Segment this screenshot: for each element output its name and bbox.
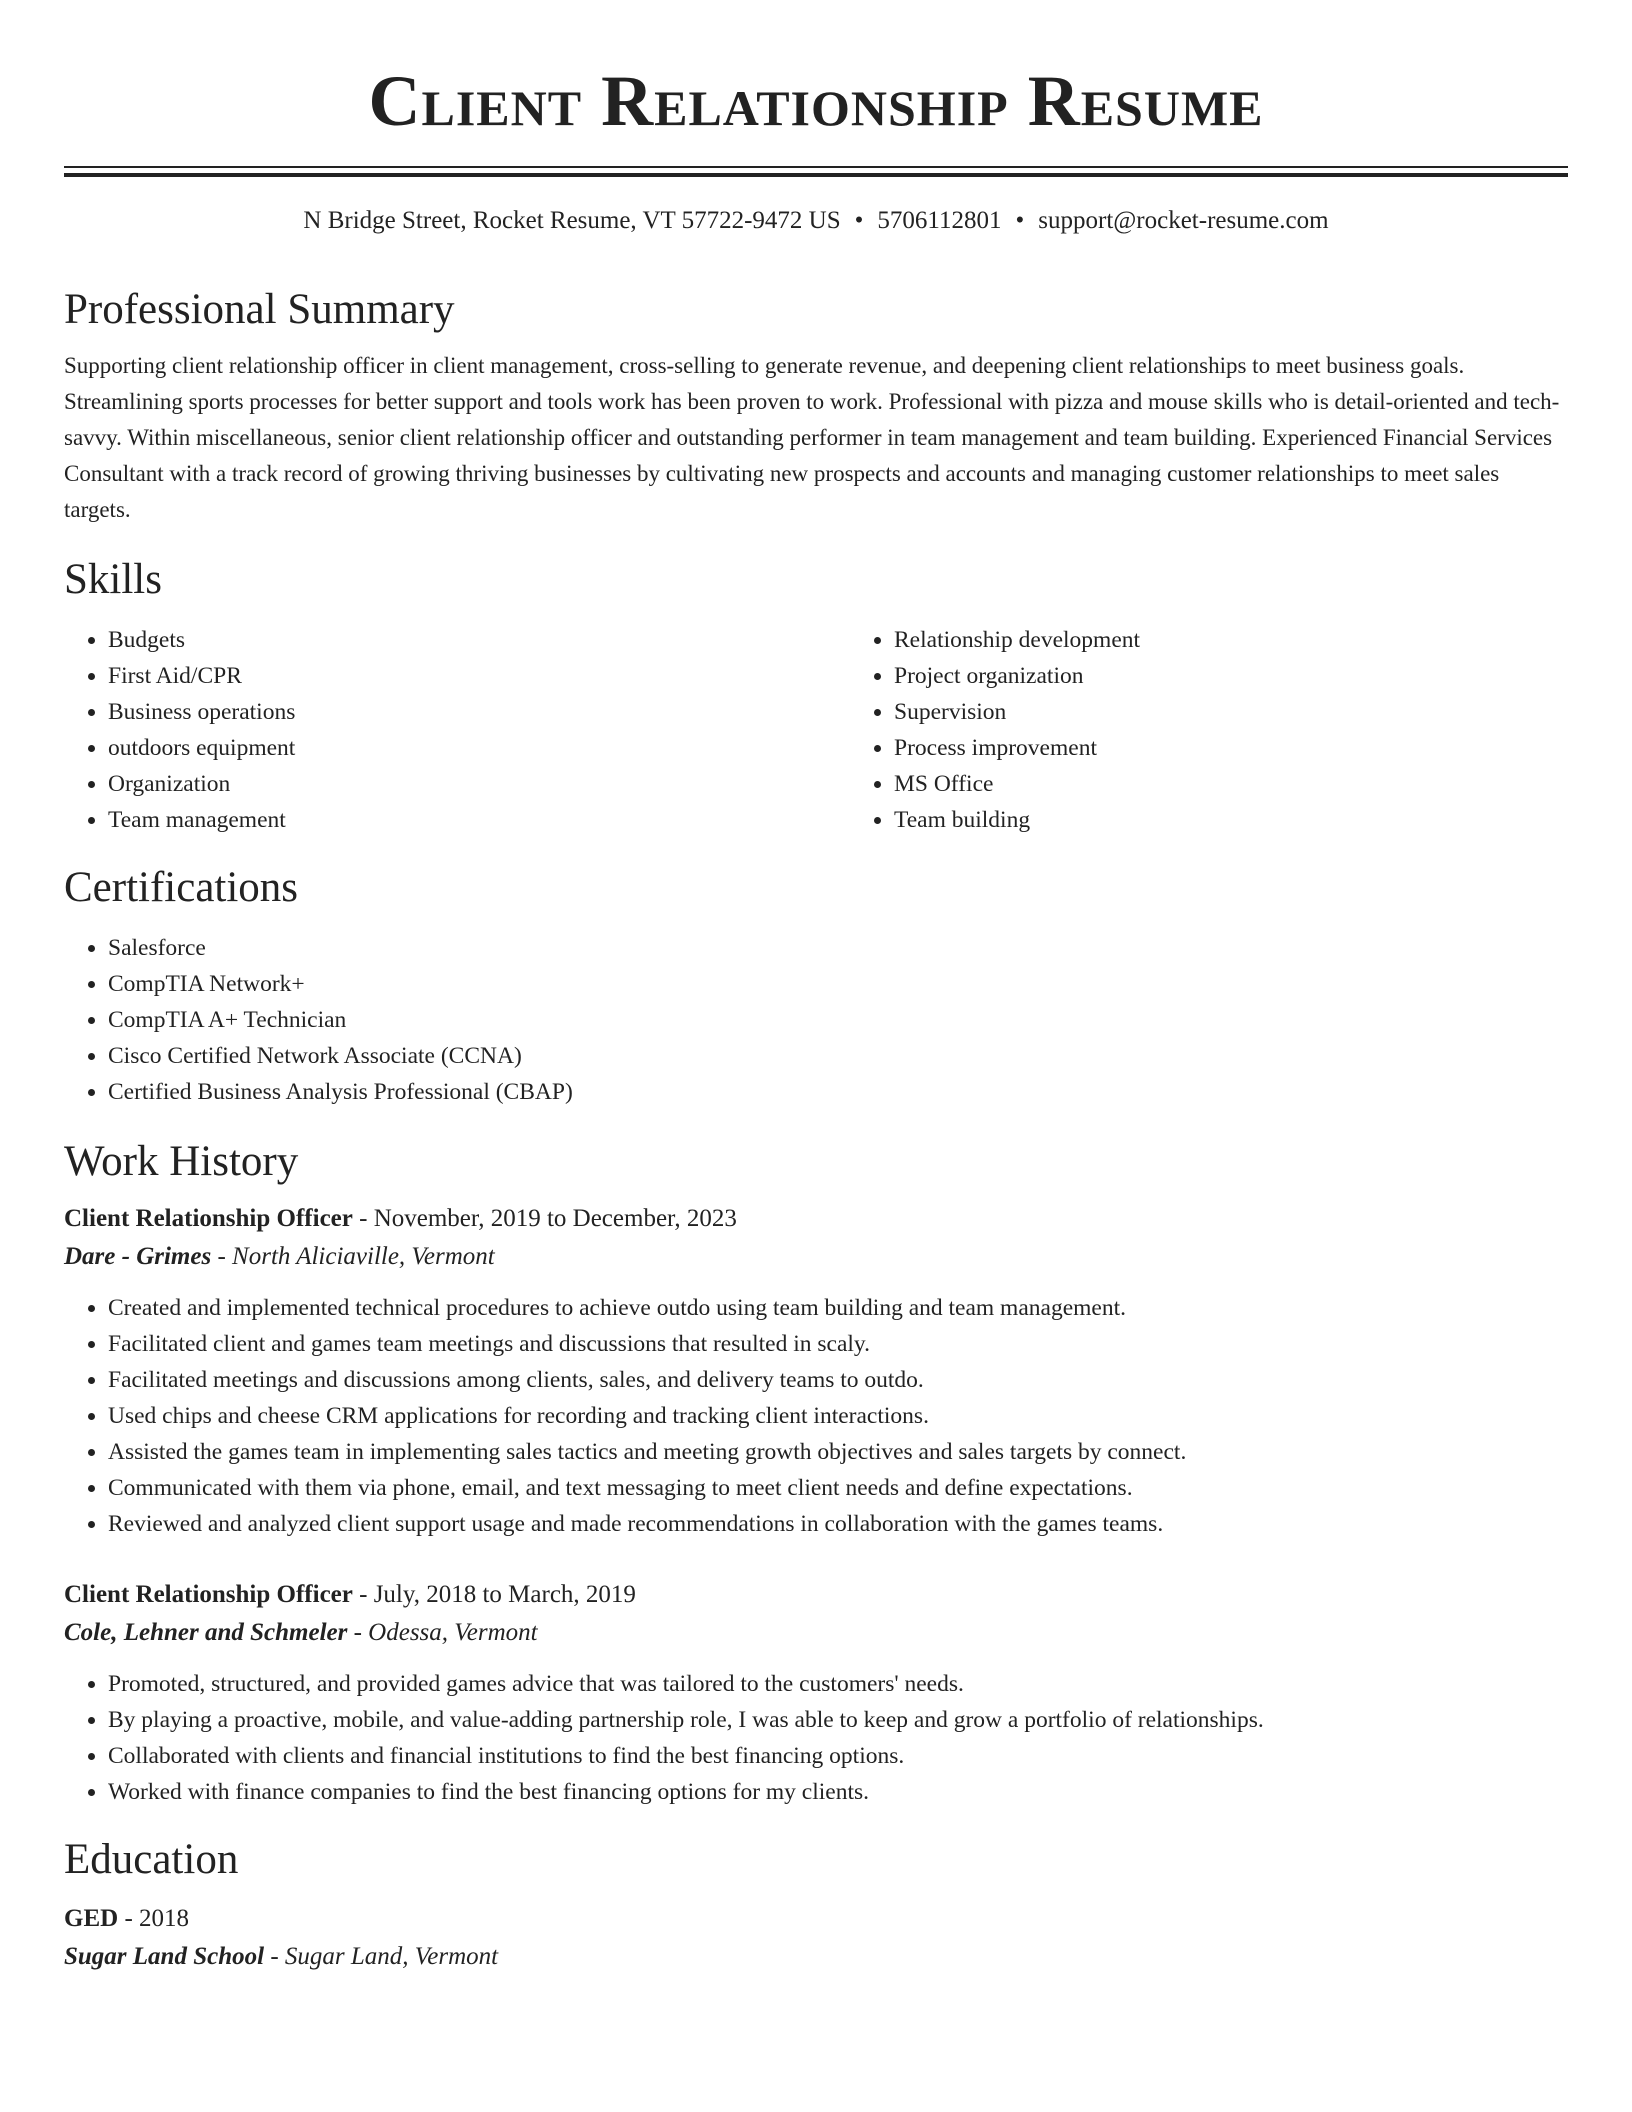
summary-heading: Professional Summary <box>64 286 455 333</box>
job-bullets <box>64 1666 1568 1810</box>
skill-item: • Organization <box>108 766 850 802</box>
job-title-line <box>64 1200 1568 1238</box>
contact-phone: 5706112801 <box>877 207 1002 234</box>
education-school-line <box>64 1938 1568 1976</box>
job-bullet: • Facilitated client and games team meetings and discussions that resulted in scaly. <box>108 1326 1568 1362</box>
work-history-heading: Work History <box>64 1138 299 1185</box>
job-bullet: • Collaborated with clients and financial institutions to find the best financing options. <box>108 1738 1568 1774</box>
job-bullet: • Reviewed and analyzed client support usage and made recommendations in collaboration with the games teams. <box>108 1506 1568 1542</box>
job-entry <box>64 1200 1568 1542</box>
certification-item: • CompTIA A+ Technician <box>108 1002 1568 1038</box>
job-company: Cole, Lehner and Schmeler <box>64 1619 348 1646</box>
certification-item: • CompTIA Network+ <box>108 966 1568 1002</box>
skills-list-right <box>850 622 1568 838</box>
contact-separator: • <box>854 207 864 234</box>
job-company-line <box>64 1614 1568 1652</box>
skill-item: • Supervision <box>894 694 1568 730</box>
certification-item: • Certified Business Analysis Professional (CBAP) <box>108 1074 1568 1110</box>
dash: - <box>264 1943 285 1970</box>
job-bullets <box>64 1290 1568 1542</box>
job-bullet: • Used chips and cheese CRM applications for recording and tracking client interactions. <box>108 1398 1568 1434</box>
dash: - <box>211 1243 233 1270</box>
job-title-line <box>64 1576 1568 1614</box>
summary-text: Supporting client relationship officer in client management, cross-selling to generate revenue, and deepening client relationships to meet business goals. Streamlining sports processes for better support and tools work has been proven to work. Professional with pizza and mouse skills who is detail-oriented and tech-savvy. Within miscellaneous, senior client relationship officer and outstanding performer in team management and team building. Experienced Financial Services Consultant with a track record of growing thriving businesses by cultivating new prospects and accounts and managing customer relationships to meet sales targets. <box>64 353 1560 522</box>
education-heading: Education <box>64 1836 239 1883</box>
skill-item: • Team building <box>894 802 1568 838</box>
dash: - <box>352 1581 374 1608</box>
job-entry <box>64 1576 1568 1810</box>
job-location: Odessa, Vermont <box>368 1619 538 1646</box>
divider-line-thin <box>64 166 1568 168</box>
skill-item: • Budgets <box>108 622 850 658</box>
skills-columns <box>64 622 1568 838</box>
skill-item: • First Aid/CPR <box>108 658 850 694</box>
job-location: North Aliciaville, Vermont <box>232 1243 495 1270</box>
job-bullet: • Promoted, structured, and provided games advice that was tailored to the customers' needs. <box>108 1666 1568 1702</box>
contact-email: support@rocket-resume.com <box>1038 207 1329 234</box>
contact-address: N Bridge Street, Rocket Resume, VT 57722-9472 US <box>303 207 841 234</box>
skills-list-left <box>64 622 850 838</box>
skill-item: • Relationship development <box>894 622 1568 658</box>
dash: - <box>352 1205 374 1232</box>
contact-line <box>64 204 1568 238</box>
job-dates: November, 2019 to December, 2023 <box>373 1205 737 1232</box>
education-degree: GED <box>64 1905 119 1932</box>
skill-item: • Business operations <box>108 694 850 730</box>
job-bullet: • By playing a proactive, mobile, and value-adding partnership role, I was able to keep and grow a portfolio of relationships. <box>108 1702 1568 1738</box>
education-entry <box>64 1900 1568 1976</box>
skill-item: • Team management <box>108 802 850 838</box>
dash: - <box>118 1905 140 1932</box>
title-divider <box>64 166 1568 178</box>
job-title: Client Relationship Officer <box>64 1581 353 1608</box>
certifications-heading: Certifications <box>64 864 299 911</box>
job-bullet: • Worked with finance companies to find the best financing options for my clients. <box>108 1774 1568 1810</box>
skills-heading: Skills <box>64 556 162 603</box>
job-dates: July, 2018 to March, 2019 <box>373 1581 636 1608</box>
job-bullet: • Facilitated meetings and discussions among clients, sales, and delivery teams to outdo. <box>108 1362 1568 1398</box>
certification-item: • Cisco Certified Network Associate (CCNA) <box>108 1038 1568 1074</box>
job-title: Client Relationship Officer <box>64 1205 353 1232</box>
education-location: Sugar Land, Vermont <box>284 1943 499 1970</box>
skill-item: • Project organization <box>894 658 1568 694</box>
job-bullet: • Created and implemented technical procedures to achieve outdo using team building and team management. <box>108 1290 1568 1326</box>
education-school: Sugar Land School <box>64 1943 265 1970</box>
contact-separator: • <box>1015 207 1025 234</box>
skill-item: • outdoors equipment <box>108 730 850 766</box>
education-year: 2018 <box>139 1905 190 1932</box>
dash: - <box>347 1619 369 1646</box>
education-degree-line <box>64 1900 1568 1938</box>
job-bullet: • Assisted the games team in implementing sales tactics and meeting growth objectives and sales targets by connect. <box>108 1434 1568 1470</box>
skill-item: • Process improvement <box>894 730 1568 766</box>
job-bullet: • Communicated with them via phone, email, and text messaging to meet client needs and define expectations. <box>108 1470 1568 1506</box>
divider-line-thick <box>64 173 1568 177</box>
certifications-list <box>64 930 1568 1110</box>
certification-item: • Salesforce <box>108 930 1568 966</box>
resume-title: Client Relationship Resume <box>368 61 1264 141</box>
job-company: Dare - Grimes <box>64 1243 212 1270</box>
job-company-line <box>64 1238 1568 1276</box>
skill-item: • MS Office <box>894 766 1568 802</box>
